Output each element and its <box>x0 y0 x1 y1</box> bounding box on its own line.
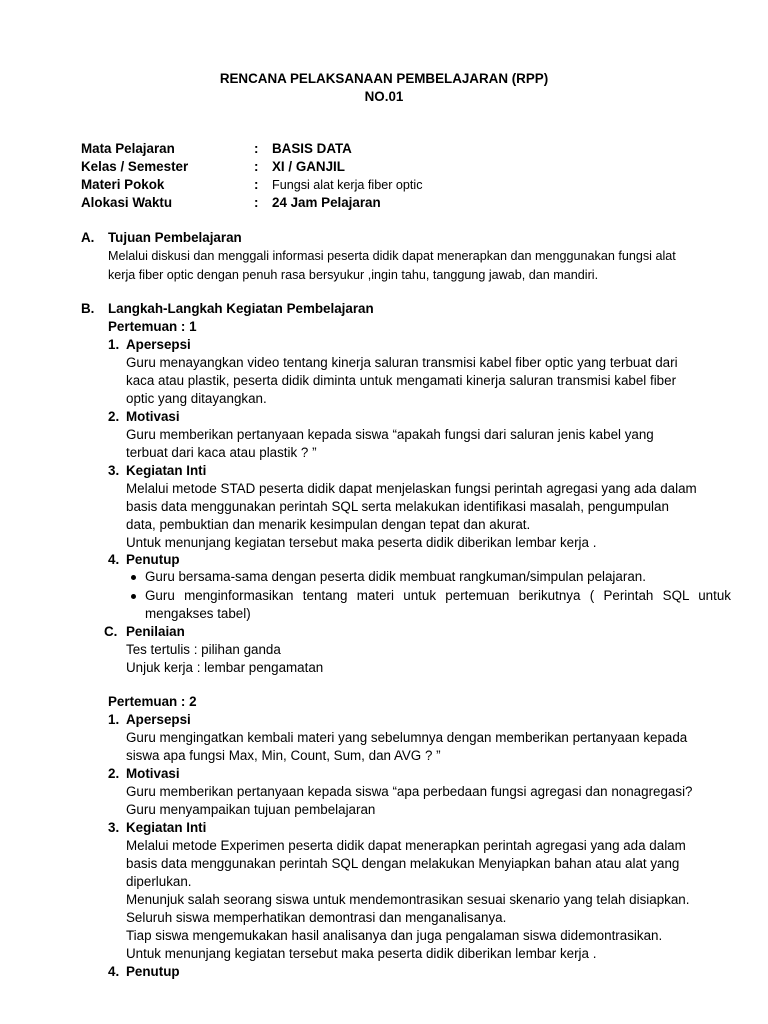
section-b-marker: B. <box>81 301 95 316</box>
paragraph-line: Seluruh siswa memperhatikan demontrasi dan menganalisanya. <box>126 910 507 925</box>
info-label: Materi Pokok <box>81 177 165 192</box>
info-value: 24 Jam Pelajaran <box>272 195 381 210</box>
item-title: Apersepsi <box>126 337 191 352</box>
paragraph-line: Untuk menunjang kegiatan tersebut maka peserta didik diberikan lembar kerja . <box>126 535 597 550</box>
item-number: 4. <box>108 552 120 567</box>
paragraph-line: basis data menggunakan perintah SQL dengan melakukan Menyiapkan bahan atau alat yang <box>126 856 680 871</box>
section-b-heading: Langkah-Langkah Kegiatan Pembelajaran <box>108 301 374 316</box>
item-number: 1. <box>108 712 120 727</box>
info-separator: : <box>254 177 259 192</box>
item-title: Penutup <box>126 552 180 567</box>
paragraph-line: Menunjuk salah seorang siswa untuk mendemontrasikan sesuai skenario yang telah disiapkan. <box>126 892 690 907</box>
info-separator: : <box>254 141 259 156</box>
info-value: XI / GANJIL <box>272 159 345 174</box>
item-title: Motivasi <box>126 766 180 781</box>
bullet-text: Guru menginformasikan tentang materi untuk pertemuan berikutnya ( Perintah SQL untuk <box>145 588 731 603</box>
info-label: Mata Pelajaran <box>81 141 175 156</box>
paragraph-line: optic yang ditayangkan. <box>126 391 267 406</box>
item-number: 2. <box>108 409 120 424</box>
section-c-marker: C. <box>104 624 118 639</box>
paragraph-line: Melalui diskusi dan menggali informasi peserta didik dapat menerapkan dan menggunakan fungsi alat <box>108 249 676 263</box>
paragraph-line: Guru memberikan pertanyaan kepada siswa “apa perbedaan fungsi agregasi dan nonagregasi? <box>126 784 693 799</box>
info-value: BASIS DATA <box>272 141 352 156</box>
bullet-icon <box>131 594 136 599</box>
document-number: NO.01 <box>364 89 404 104</box>
paragraph-line: data, pembuktian dan menarik kesimpulan dengan tepat dan akurat. <box>126 517 531 532</box>
info-label: Alokasi Waktu <box>81 195 173 210</box>
bullet-text: mengakses tabel) <box>145 606 251 621</box>
meeting-title: Pertemuan : 1 <box>108 319 197 334</box>
paragraph-line: Guru mengingatkan kembali materi yang sebelumnya dengan memberikan pertanyaan kepada <box>126 730 688 745</box>
info-separator: : <box>254 195 259 210</box>
bullet-icon <box>131 575 136 580</box>
paragraph-line: Tiap siswa mengemukakan hasil analisanya dan juga pengalaman siswa didemontrasikan. <box>126 928 663 943</box>
paragraph-line: kaca atau plastik, peserta didik diminta untuk mengamati kinerja saluran transmisi kabel fiber <box>126 373 677 388</box>
meeting-title: Pertemuan : 2 <box>108 694 197 709</box>
paragraph-line: Tes tertulis : pilihan ganda <box>126 642 281 657</box>
section-c-heading: Penilaian <box>126 624 185 639</box>
info-value: Fungsi alat kerja fiber optic <box>272 178 423 192</box>
paragraph-line: Guru menyampaikan tujuan pembelajaran <box>126 802 376 817</box>
paragraph-line: terbuat dari kaca atau plastik ? ” <box>126 445 317 460</box>
info-separator: : <box>254 159 259 174</box>
section-a-heading: Tujuan Pembelajaran <box>108 230 242 245</box>
paragraph-line: basis data menggunakan perintah SQL serta melakukan identifikasi masalah, pengumpulan <box>126 499 669 514</box>
paragraph-line: Untuk menunjang kegiatan tersebut maka peserta didik diberikan lembar kerja . <box>126 946 597 961</box>
section-a-marker: A. <box>81 230 95 245</box>
info-label: Kelas / Semester <box>81 159 189 174</box>
item-title: Kegiatan Inti <box>126 463 207 478</box>
paragraph-line: Guru menayangkan video tentang kinerja saluran transmisi kabel fiber optic yang terbuat dari <box>126 355 678 370</box>
paragraph-line: Guru memberikan pertanyaan kepada siswa “apakah fungsi dari saluran jenis kabel yang <box>126 427 654 442</box>
item-number: 1. <box>108 337 120 352</box>
item-number: 3. <box>108 820 120 835</box>
item-title: Kegiatan Inti <box>126 820 207 835</box>
bullet-text: Guru bersama-sama dengan peserta didik membuat rangkuman/simpulan pelajaran. <box>145 569 646 584</box>
paragraph-line: Melalui metode Experimen peserta didik dapat menerapkan perintah agregasi yang ada dalam <box>126 838 686 853</box>
paragraph-line: Melalui metode STAD peserta didik dapat menjelaskan fungsi perintah agregasi yang ada dalam <box>126 481 697 496</box>
paragraph-line: diperlukan. <box>126 874 192 889</box>
document-title: RENCANA PELAKSANAAN PEMBELAJARAN (RPP) <box>219 71 549 86</box>
item-title: Motivasi <box>126 409 180 424</box>
item-title: Apersepsi <box>126 712 191 727</box>
item-title: Penutup <box>126 964 180 979</box>
paragraph-line: kerja fiber optic dengan penuh rasa bersyukur ,ingin tahu, tanggung jawab, dan mandiri. <box>108 268 599 282</box>
item-number: 4. <box>108 964 120 979</box>
item-number: 3. <box>108 463 120 478</box>
item-number: 2. <box>108 766 120 781</box>
paragraph-line: Unjuk kerja : lembar pengamatan <box>126 660 324 675</box>
paragraph-line: siswa apa fungsi Max, Min, Count, Sum, dan AVG ? ” <box>126 748 441 763</box>
